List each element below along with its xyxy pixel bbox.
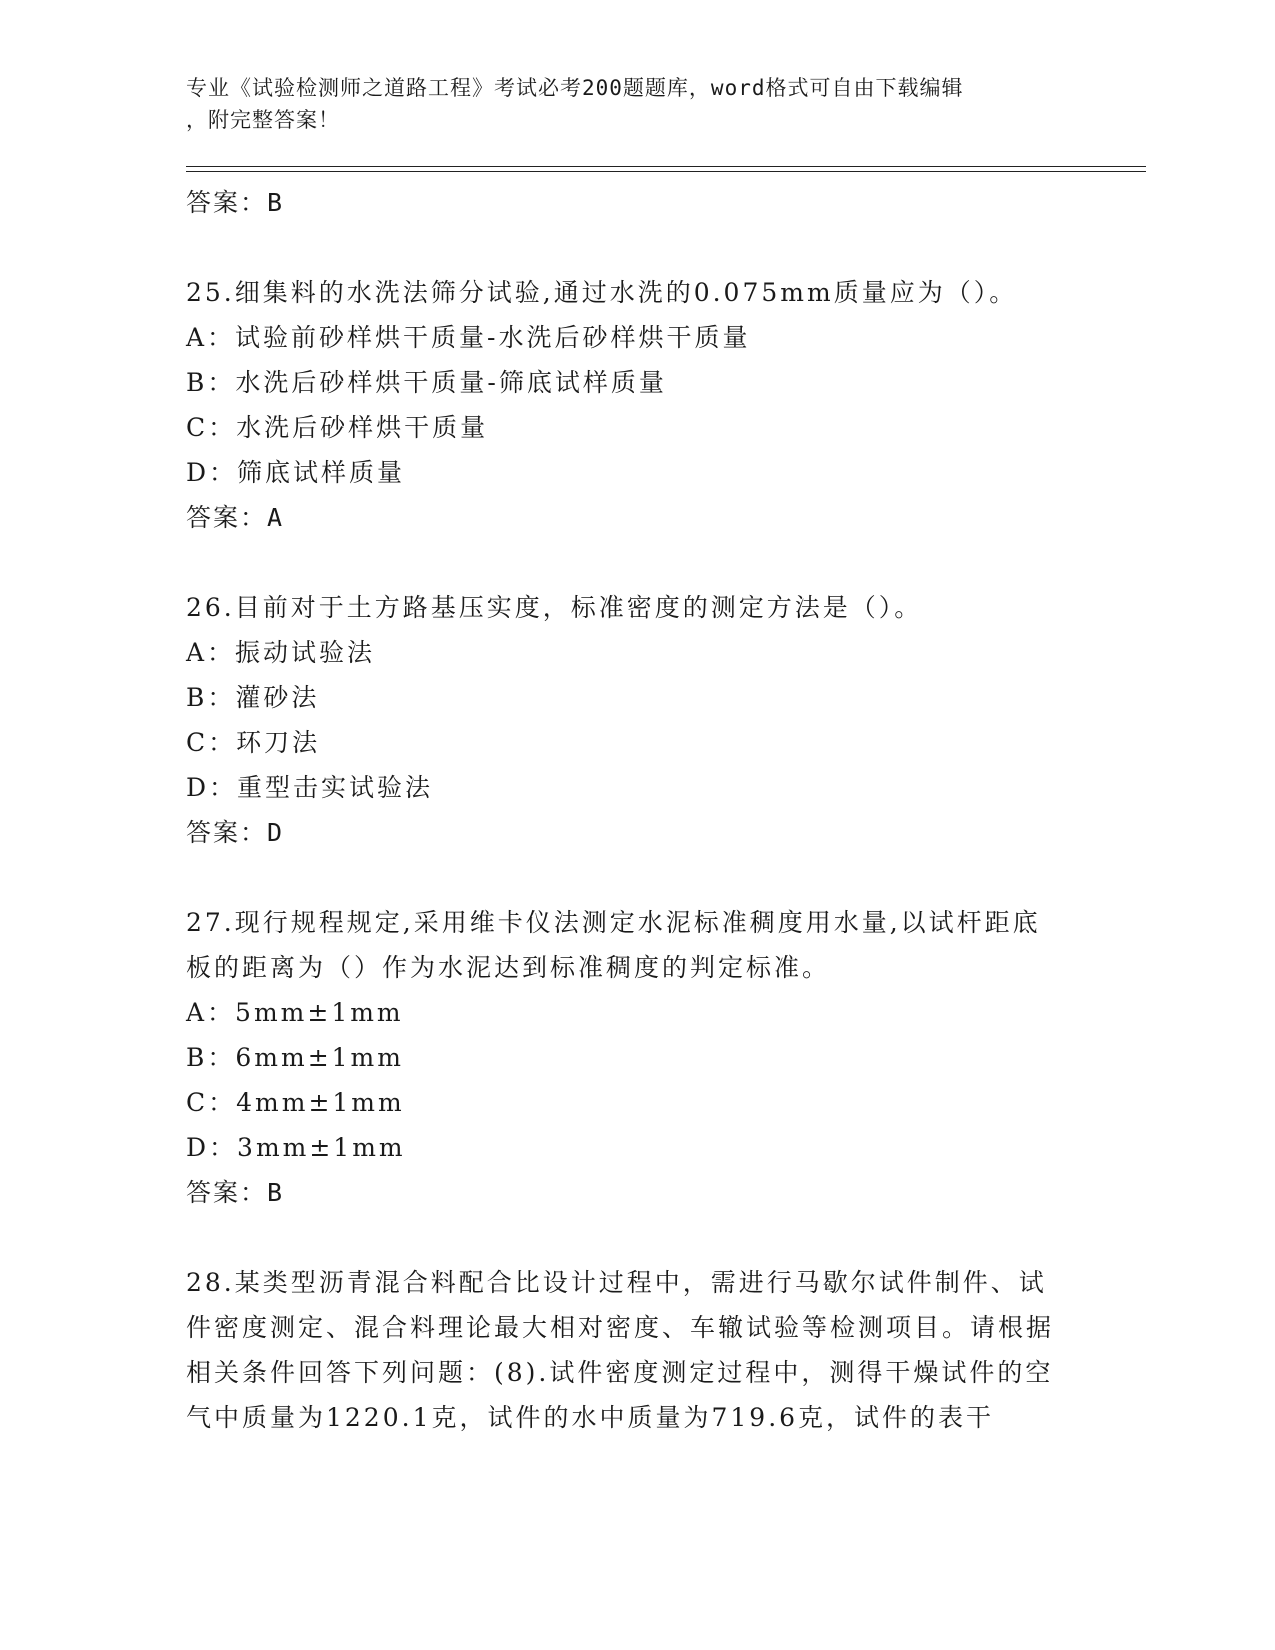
previous-answer: 答案：B [186, 188, 285, 217]
option-b: B：灌砂法 [186, 683, 320, 712]
header-line-2: ，附完整答案！ [186, 108, 340, 132]
option-b: B：6mm±1mm [186, 1043, 404, 1072]
option-c: C：环刀法 [186, 728, 321, 757]
option-c: C：水洗后砂样烘干质量 [186, 413, 489, 442]
question-text: 28.某类型沥青混合料配合比设计过程中，需进行马歇尔试件制件、试件密度测定、混合料理论最大相对密度、车辙试验等检测项目。请根据相关条件回答下列问题：(8).试件密度测定过程中，测得干燥试件的空气中质量为1220.1克，试件的水中质量为719.6克，试件的表干 [186, 1268, 1055, 1432]
option-d: D：重型击实试验法 [186, 773, 434, 802]
question-text: 25.细集料的水洗法筛分试验,通过水洗的0.075mm质量应为（）。 [186, 278, 1018, 307]
header-line-1: 专业《试验检测师之道路工程》考试必考200题题库，word格式可自由下载编辑 [186, 76, 964, 100]
question-25 [186, 270, 1146, 540]
question-27 [186, 900, 1146, 1215]
question-text: 26.目前对于土方路基压实度，标准密度的测定方法是（）。 [186, 593, 923, 622]
option-d: D：3mm±1mm [186, 1133, 406, 1162]
option-d: D：筛底试样质量 [186, 458, 406, 487]
document-page [186, 72, 1146, 1440]
option-b: B：水洗后砂样烘干质量-筛底试样质量 [186, 368, 667, 397]
option-a: A：振动试验法 [186, 638, 376, 667]
answer-line: 答案：B [186, 1178, 285, 1207]
option-a: A：试验前砂样烘干质量-水洗后砂样烘干质量 [186, 323, 751, 352]
header-divider [186, 166, 1146, 172]
document-header [186, 72, 1066, 136]
answer-line: 答案：A [186, 503, 285, 532]
option-c: C：4mm±1mm [186, 1088, 405, 1117]
answer-line: 答案：D [186, 818, 285, 847]
option-a: A：5mm±1mm [186, 998, 404, 1027]
question-28 [186, 1260, 1146, 1440]
question-text: 27.现行规程规定,采用维卡仪法测定水泥标准稠度用水量,以试杆距底板的距离为（）作为水泥达到标准稠度的判定标准。 [186, 908, 1041, 982]
question-26 [186, 585, 1146, 855]
